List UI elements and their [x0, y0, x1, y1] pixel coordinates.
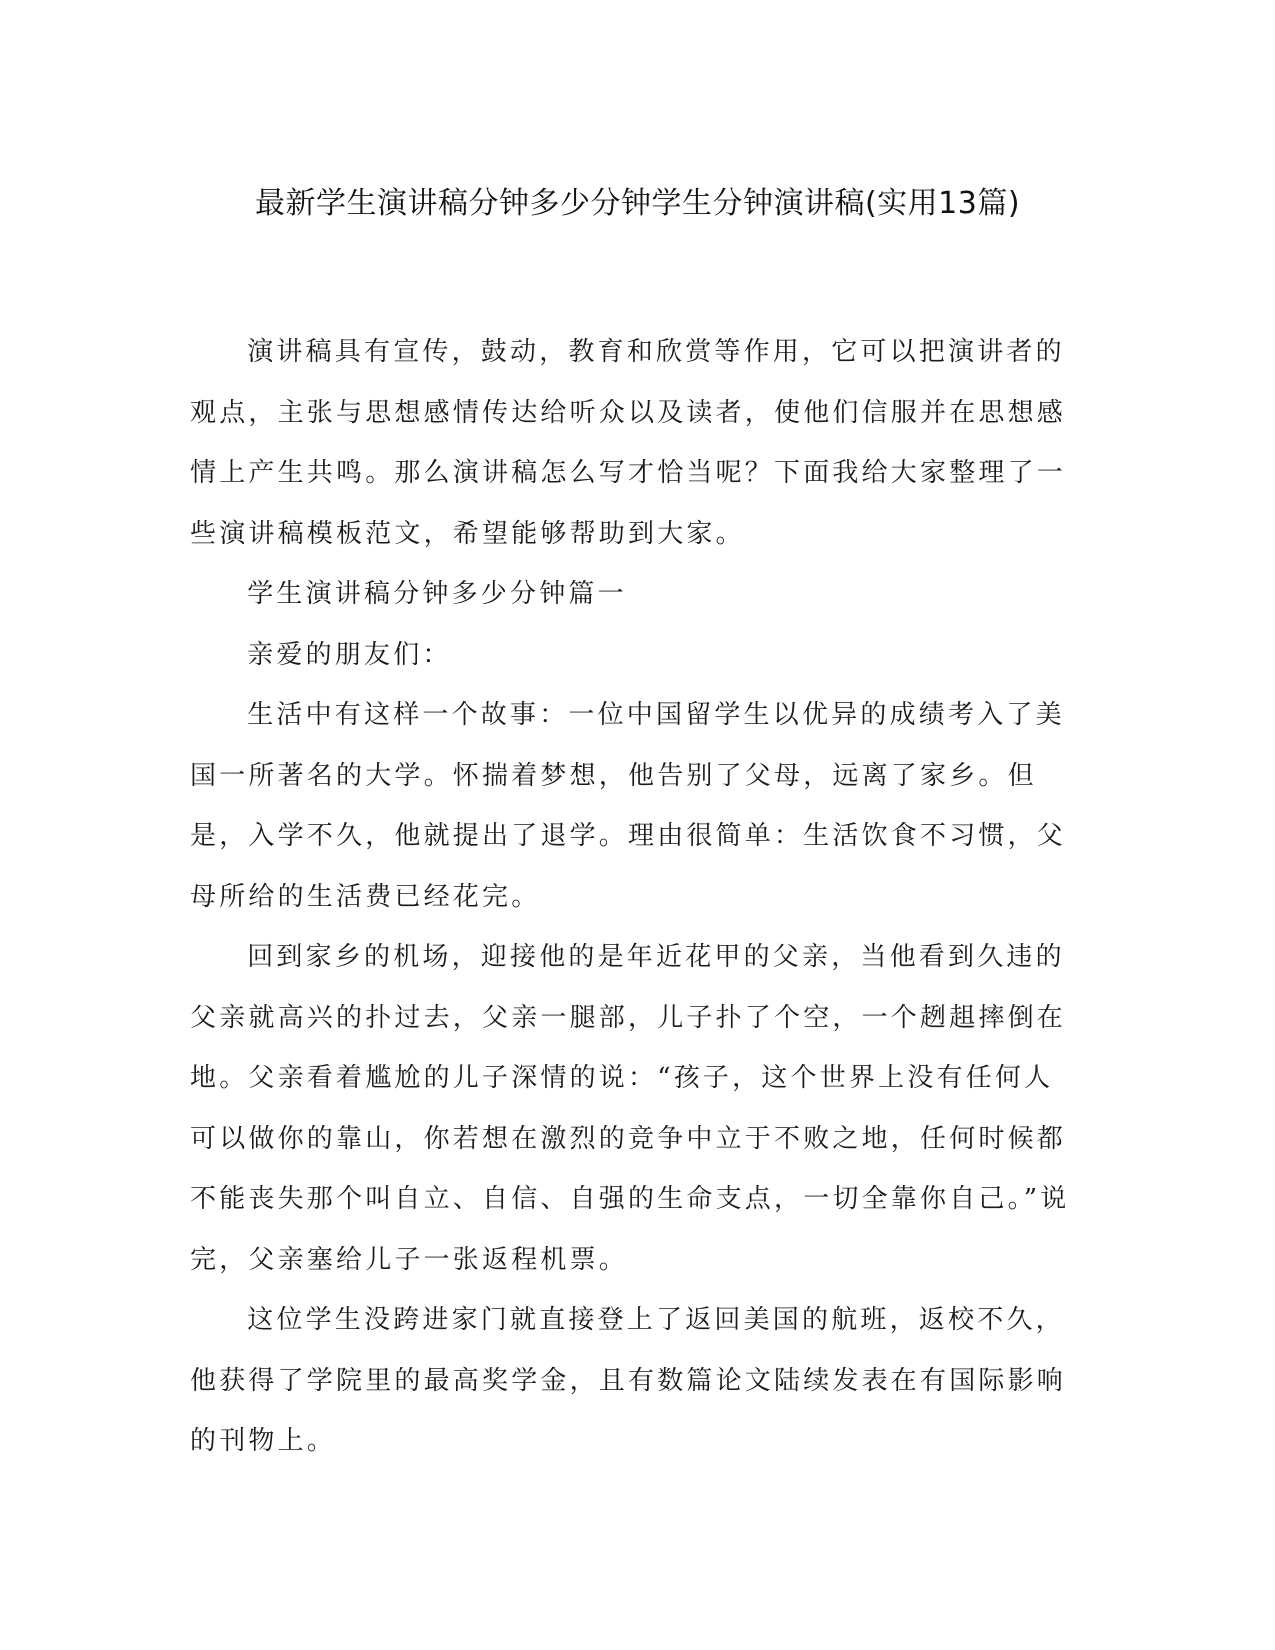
- salutation: 亲爱的朋友们：: [247, 639, 452, 670]
- story-paragraph: 生活中有这样一个故事：一位中国留学生以优异的成绩考入了美国一所著名的大学。怀揣着梦想，他告别了父母，远离了家乡。但是，入学不久，他就提出了退学。理由很简单：生活饮食不习惯，父母所给的生活费已经花完。: [190, 700, 1067, 912]
- section-heading: 学生演讲稿分钟多少分钟篇一: [247, 579, 627, 609]
- document-body: [190, 322, 1080, 1472]
- story-paragraph: 这位学生没跨进家门就直接登上了返回美国的航班，返校不久，他获得了学院里的最高奖学金，且有数篇论文陆续发表在有国际影响的刊物上。: [190, 1305, 1067, 1456]
- document-title: 最新学生演讲稿分钟多少分钟学生分钟演讲稿(实用13篇): [254, 186, 1021, 221]
- story-paragraph: 回到家乡的机场，迎接他的是年近花甲的父亲，当他看到久违的父亲就高兴的扑过去，父亲一腿部，儿子扑了个空，一个趔趄摔倒在地。父亲看着尴尬的儿子深情的说：“孩子，这个世界上没有任何人可以做你的靠山，你若想在激烈的竞争中立于不败之地，任何时候都不能丧失那个叫自立、自信、自强的生命支点，一切全靠你自己。”说完，父亲塞给儿子一张返程机票。: [190, 942, 1070, 1275]
- intro-paragraph: 演讲稿具有宣传，鼓动，教育和欣赏等作用，它可以把演讲者的观点，主张与思想感情传达给听众以及读者，使他们信服并在思想感情上产生共鸣。那么演讲稿怎么写才恰当呢？下面我给大家整理了一些演讲稿模板范文，希望能够帮助到大家。: [190, 337, 1067, 549]
